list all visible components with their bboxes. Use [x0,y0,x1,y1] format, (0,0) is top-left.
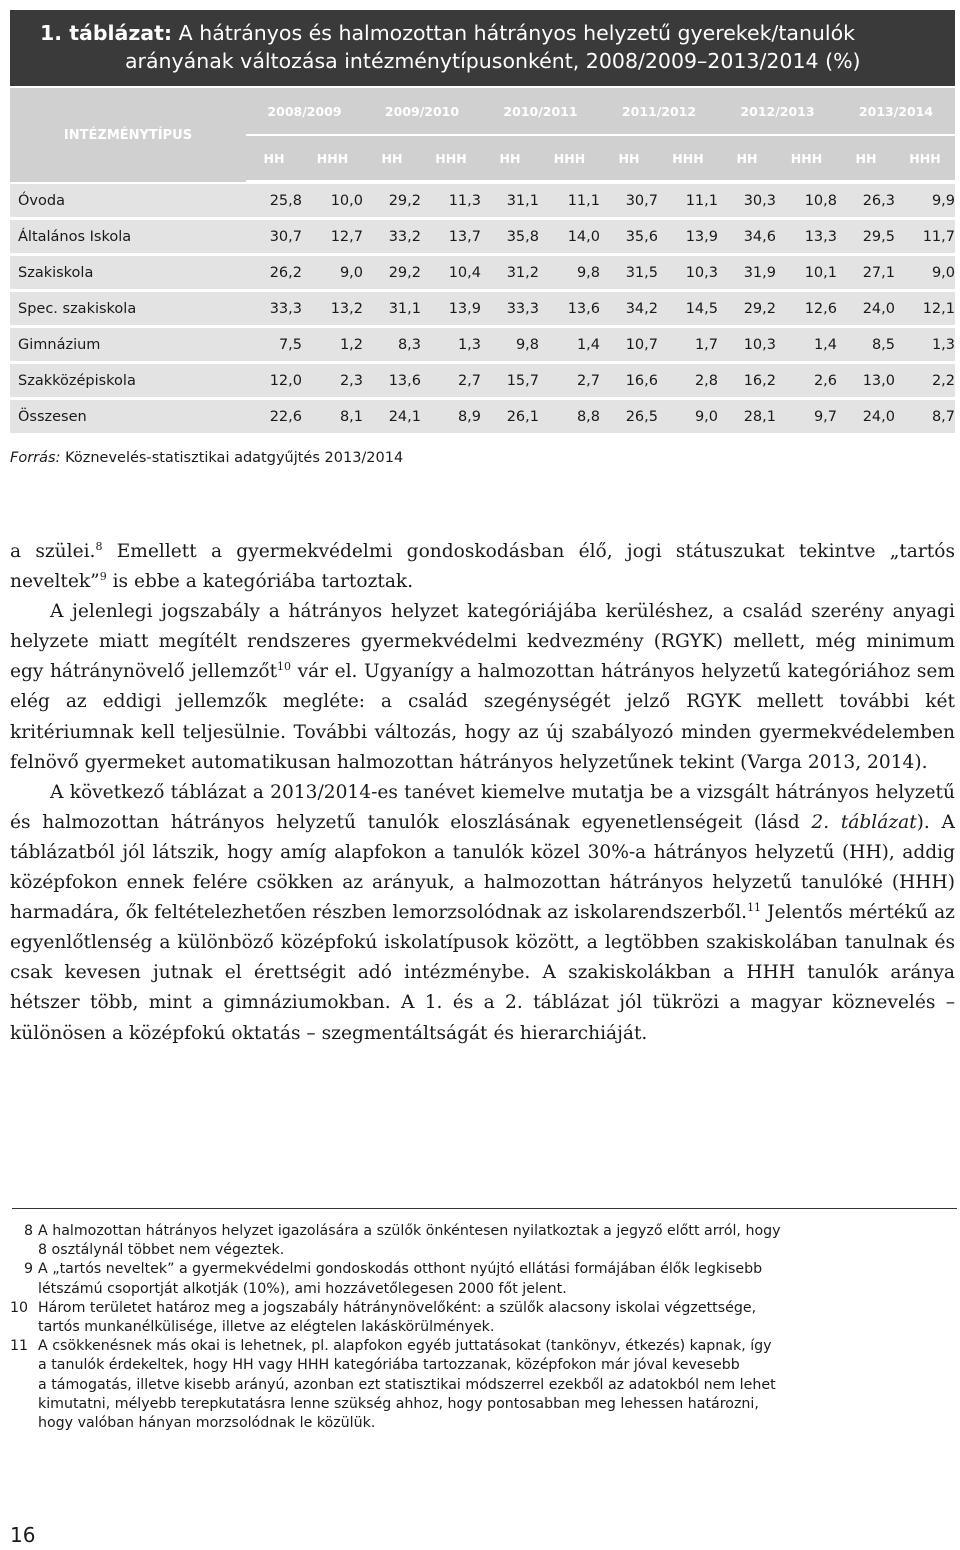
footnote-number: 10 [10,1299,29,1316]
footnote-line: Három területet határoz meg a jogszabály hátránynövelőként: a szülők alacsony iskolai végzettsége, [38,1299,757,1316]
table-row [10,364,955,400]
table-cell: 29,2 [718,292,776,328]
year-header: 2012/2013 [718,88,837,136]
category-header: HH [600,136,658,184]
table-title [10,10,955,86]
table-cell: 12,7 [302,220,363,256]
table-cell: 8,3 [363,328,421,364]
footnote-line: a tanulók érdekeltek, hogy HH vagy HHH kategóriába tartozzanak, középfokon már jóval kevesebb [38,1357,740,1374]
footnote-8 [10,1222,955,1260]
body-text [10,537,955,1049]
category-header: HH [363,136,421,184]
text-run: is ebbe a kategóriába tartoztak. [106,571,414,593]
table-cell: 29,2 [363,184,421,220]
table-row [10,220,955,256]
table-source [10,450,403,466]
table-cell: 10,3 [718,328,776,364]
table-cell: 30,7 [600,184,658,220]
footnotes [10,1222,955,1433]
table-cell: 16,2 [718,364,776,400]
footnote-line: a támogatás, illetve kisebb arányú, azonban ezt statisztikai módszerrel ezekből az adatokból nem lehet [38,1376,776,1393]
table-title-line2: arányának változása intézménytípusonként, 2008/2009–2013/2014 (%) [125,49,861,73]
table-cell: 13,6 [363,364,421,400]
footnote-line: A halmozottan hátrányos helyzet igazolására a szülők önkéntesen nyilatkoztak a jegyző előtt arról, hogy [38,1223,781,1239]
year-header: 2010/2011 [481,88,600,136]
paragraph-1 [10,537,955,597]
table-cell: 9,8 [481,328,539,364]
year-header: 2011/2012 [600,88,718,136]
text-run: a szülei. [10,541,96,562]
table-cell: 8,5 [837,328,895,364]
table-cell: 27,1 [837,256,895,292]
row-label: Szakiskola [10,256,246,292]
table-cell: 25,8 [246,184,302,220]
table-cell: 31,1 [481,184,539,220]
table-cell: 10,7 [600,328,658,364]
table-cell: 26,1 [481,400,539,436]
category-header: HH [837,136,895,184]
footnote-ref-10[interactable]: 10 [277,660,292,674]
text-run: ). A táblázatból jól látszik, hogy amíg alapfokon a tanulók közel 30%-a hátrányos helyzetű (HH), addig középfokon ennek felére csökken az arányuk, a halmozottan hátrányos helyzetű tanulóké (HHH) harmadára, ők feltételezhetően részben lemorzsolódnak az iskolarendszerből. [10,811,955,924]
footnote-10 [10,1299,955,1337]
year-header: 2009/2010 [363,88,481,136]
table-cell: 8,7 [895,400,955,436]
text-run: vár el. Ugyanígy a halmozottan hátrányos helyzetű kategóriához sem elég az eddigi jellemzők megléte: a család szegénységét jelző RGYK mellett további két kritériumnak kell teljesülnie. További változás, hogy az új szabályozó minden gyermekvédelemben felnövő gyermeket automatikusan halmozottan hátrányos helyzetűnek tekint (Varga 2013, 2014). [10,661,955,773]
table-cell: 1,3 [895,328,955,364]
table-cell: 8,1 [302,400,363,436]
table-cell: 15,7 [481,364,539,400]
table-cell: 12,1 [895,292,955,328]
table-cell: 2,2 [895,364,955,400]
table-cell: 13,9 [658,220,718,256]
table-title-line1: A hátrányos és halmozottan hátrányos helyzetű gyerekek/tanulók [178,21,856,45]
table-cell: 13,7 [421,220,481,256]
table-cell: 35,6 [600,220,658,256]
footnote-line: tartós munkanélkülisége, illetve az elégtelen lakáskörülmények. [38,1319,495,1336]
table-cell: 29,2 [363,256,421,292]
table-row [10,328,955,364]
table-cell: 1,4 [776,328,837,364]
footnote-line: 8 osztálynál többet nem végeztek. [38,1242,285,1259]
row-label: Összesen [10,400,246,436]
table-cell: 31,9 [718,256,776,292]
table-cell: 26,3 [837,184,895,220]
table-cell: 10,8 [776,184,837,220]
table-cell: 9,0 [895,256,955,292]
table-row [10,400,955,436]
table-cell: 14,0 [539,220,600,256]
page-number: 16 [10,1523,36,1547]
category-header: HHH [421,136,481,184]
table-cell: 26,5 [600,400,658,436]
year-header: 2013/2014 [837,88,955,136]
table-cell: 13,2 [302,292,363,328]
table-cell: 1,4 [539,328,600,364]
source-label: Forrás: [10,450,61,466]
footnote-number: 9 [24,1261,34,1278]
table-cell: 12,0 [246,364,302,400]
table-cell: 30,7 [246,220,302,256]
row-label: Szakközépiskola [10,364,246,400]
table-cell: 10,4 [421,256,481,292]
table-row [10,256,955,292]
table-cell: 33,3 [481,292,539,328]
table-cell: 9,7 [776,400,837,436]
category-header: HHH [302,136,363,184]
table-cell: 2,8 [658,364,718,400]
text-run: Emellett a gyermekvédelmi gondoskodásban élő, jogi státuszukat tekintve „tartós neveltek” [10,541,955,593]
table-cell: 9,0 [302,256,363,292]
row-label: Gimnázium [10,328,246,364]
category-header: HHH [776,136,837,184]
table-cell: 2,7 [421,364,481,400]
row-label: Óvoda [10,184,246,220]
year-header: 2008/2009 [246,88,363,136]
table-cell: 11,7 [895,220,955,256]
table-cell: 24,0 [837,400,895,436]
table-row [10,184,955,220]
row-label: Spec. szakiskola [10,292,246,328]
table-cell: 33,3 [246,292,302,328]
category-header: HH [246,136,302,184]
footnote-ref-9[interactable]: 9 [99,569,107,583]
text-run: A következő táblázat a 2013/2014-es tanévet kiemelve mutatja be a vizsgált hátrányos helyzetű és halmozottan hátrányos helyzetű tanulók eloszlásának egyenetlenségeit (lásd [10,781,955,833]
table-cell: 8,8 [539,400,600,436]
table-cell: 34,2 [600,292,658,328]
table-cell: 34,6 [718,220,776,256]
table-cell: 2,6 [776,364,837,400]
footnote-ref-8[interactable]: 8 [95,539,103,553]
footnote-9 [10,1260,955,1298]
category-header: HHH [895,136,955,184]
table-cell: 28,1 [718,400,776,436]
table-cell: 31,2 [481,256,539,292]
table-cell: 29,5 [837,220,895,256]
table-cell: 10,1 [776,256,837,292]
table-cell: 22,6 [246,400,302,436]
table-cell: 1,7 [658,328,718,364]
data-table [10,88,955,436]
table-cell: 30,3 [718,184,776,220]
table-cell: 11,3 [421,184,481,220]
table-cell: 24,0 [837,292,895,328]
table-cell: 12,6 [776,292,837,328]
category-header: HH [481,136,539,184]
table-cell: 31,1 [363,292,421,328]
table-cell: 16,6 [600,364,658,400]
table-cell: 7,5 [246,328,302,364]
table-cell: 13,0 [837,364,895,400]
table-cell: 1,3 [421,328,481,364]
table-cell: 9,9 [895,184,955,220]
text-run: A jelenlegi jogszabály a hátrányos helyzet kategóriájába kerüléshez, a család szerény anyagi helyzete miatt megítélt rendszeres gyermekvédelmi kedvezmény (RGYK) mellett, még minimum egy hátránynövelő jellemzőt [10,601,955,683]
table-cell: 11,1 [658,184,718,220]
footnote-number: 11 [10,1338,29,1355]
table-cell: 11,1 [539,184,600,220]
table-title-label: 1. táblázat: [40,21,173,45]
footnote-divider [12,1208,957,1209]
text-run: Jelentős mértékű az egyenlőtlenség a különböző középfokú iskolatípusok között, a legtöbben szakiskolában tanulnak és csak kevesen jutnak el érettségit adó intézménybe. A szakiskolákban a HHH tanulók aránya hétszer több, mint a gimnáziumokban. A 1. és a 2. táblázat jól tükrözi a magyar köznevelés – különösen a középfokú oktatás – szegmentáltságát és hierarchiáját. [10,902,955,1044]
source-text: Köznevelés-statisztikai adatgyűjtés 2013/2014 [65,450,404,466]
table-body [10,184,955,436]
category-header: HH [718,136,776,184]
footnote-11 [10,1337,955,1433]
footnote-ref-11[interactable]: 11 [747,900,762,914]
table-cell: 10,3 [658,256,718,292]
table-cell: 33,2 [363,220,421,256]
table-cell: 9,8 [539,256,600,292]
table-cell: 1,2 [302,328,363,364]
table-cell: 2,3 [302,364,363,400]
table-cell: 13,3 [776,220,837,256]
table-cell: 26,2 [246,256,302,292]
paragraph-3 [10,778,955,1049]
footnote-number: 8 [24,1223,34,1239]
institution-type-header: INTÉZMÉNYTÍPUS [10,88,246,184]
footnote-line: A „tartós neveltek” a gyermekvédelmi gondoskodás otthont nyújtó ellátási formájában élők legkisebb [38,1261,763,1278]
footnote-line: kimutatni, mélyebb terepkutatásra lenne szükség ahhoz, hogy pontosabban meg lehessen határozni, [38,1395,759,1412]
row-label: Általános Iskola [10,220,246,256]
table-cell: 10,0 [302,184,363,220]
table-cell: 13,6 [539,292,600,328]
category-header: HHH [539,136,600,184]
footnote-line: A csökkenésnek más okai is lehetnek, pl. alapfokon egyéb juttatásokat (tankönyv, étkezés) kapnak, így [38,1338,772,1355]
table-cell: 31,5 [600,256,658,292]
table-row [10,292,955,328]
table-cell: 2,7 [539,364,600,400]
year-header-row [10,88,955,136]
table-cell: 35,8 [481,220,539,256]
table-cell: 14,5 [658,292,718,328]
table-cell: 9,0 [658,400,718,436]
footnote-line: létszámú csoportját alkotják (10%), ami hozzávetőlegesen 2000 főt jelent. [38,1280,567,1297]
table-cell: 24,1 [363,400,421,436]
table-cell: 8,9 [421,400,481,436]
footnote-line: hogy valóban hányan morzsolódnak le közülük. [38,1415,376,1432]
table-cell: 13,9 [421,292,481,328]
paragraph-2 [10,597,955,778]
table-reference: 2. táblázat [811,811,917,833]
category-header: HHH [658,136,718,184]
